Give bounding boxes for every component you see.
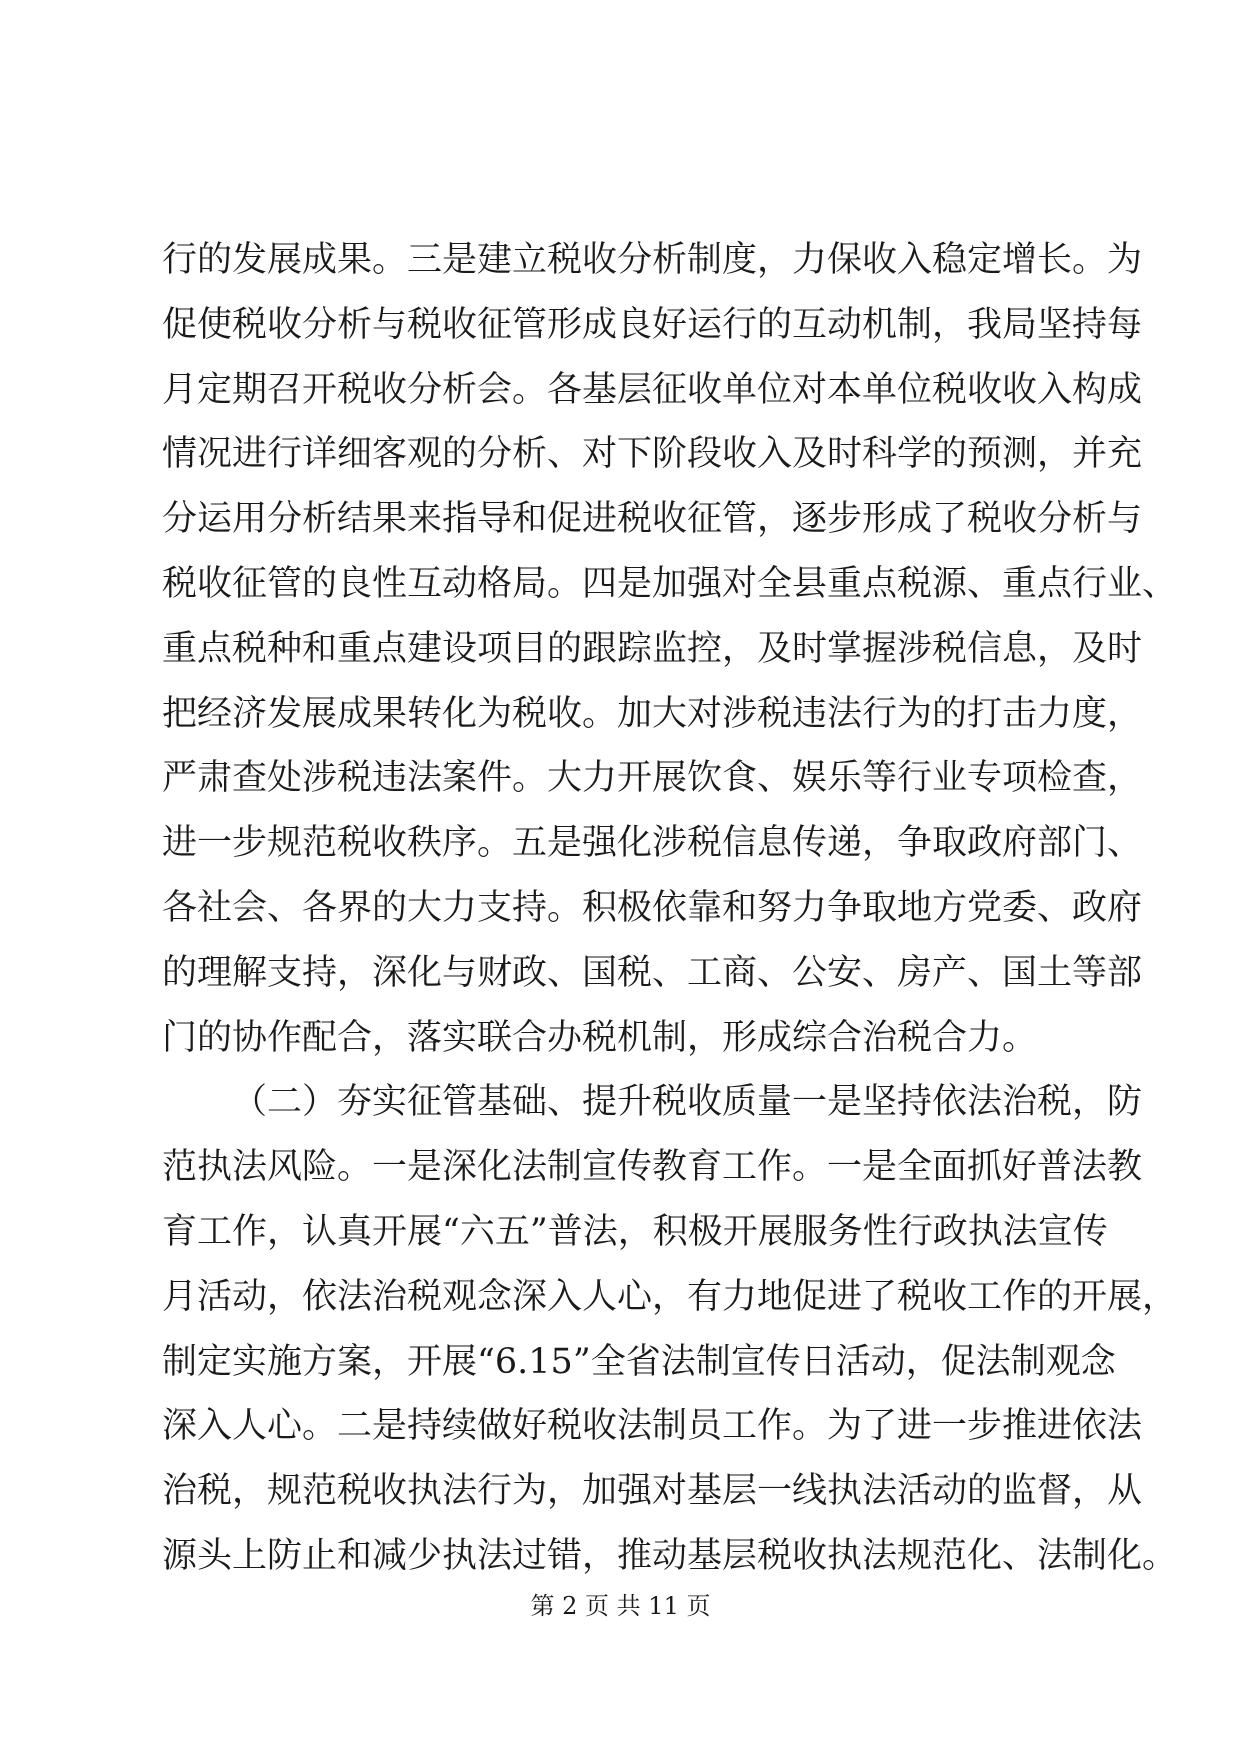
text-line: 治税，规范税收执法行为，加强对基层一线执法活动的监督，从 (162, 1471, 1143, 1512)
page-number-footer: 第 2 页 共 11 页 (530, 1592, 711, 1620)
text-line: 深入人心。二是持续做好税收法制员工作。为了进一步推进依法 (162, 1406, 1143, 1447)
text-line: 税收征管的良性互动格局。四是加强对全县重点税源、重点行业、 (162, 563, 1178, 604)
text-line: 范执法风险。一是深化法制宣传教育工作。一是全面抓好普法教 (162, 1147, 1143, 1188)
body-text (162, 228, 1178, 1589)
text-line: 重点税种和重点建设项目的跟踪监控，及时掌握涉税信息，及时 (162, 628, 1143, 669)
text-line: 分运用分析结果来指导和促进税收征管，逐步形成了税收分析与 (162, 499, 1143, 540)
text-line: 源头上防止和减少执法过错，推动基层税收执法规范化、法制化。 (162, 1535, 1178, 1576)
text-line: 月定期召开税收分析会。各基层征收单位对本单位税收收入构成 (162, 369, 1143, 410)
text-line: 育工作，认真开展“六五”普法，积极开展服务性行政执法宣传 (162, 1211, 1108, 1252)
text-line: 制定实施方案，开展“6.15”全省法制宣传日活动，促法制观念 (162, 1341, 1116, 1382)
text-line: 的理解支持，深化与财政、国税、工商、公安、房产、国土等部 (162, 952, 1143, 993)
section-heading-line: （二）夯实征管基础、提升税收质量一是坚持依法治税，防 (232, 1082, 1143, 1123)
text-line: 进一步规范税收秩序。五是强化涉税信息传递，争取政府部门、 (162, 823, 1143, 864)
paragraph-end-line: 门的协作配合，落实联合办税机制，形成综合治税合力。 (162, 1017, 1038, 1058)
text-line: 各社会、各界的大力支持。积极依靠和努力争取地方党委、政府 (162, 887, 1143, 928)
text-line: 严肃查处涉税违法案件。大力开展饮食、娱乐等行业专项检查， (162, 758, 1143, 799)
text-line: 把经济发展成果转化为税收。加大对涉税违法行为的打击力度， (162, 693, 1143, 734)
text-line: 情况进行详细客观的分析、对下阶段收入及时科学的预测，并充 (162, 434, 1143, 475)
text-line: 行的发展成果。三是建立税收分析制度，力保收入稳定增长。为 (162, 240, 1143, 280)
text-line: 促使税收分析与税收征管形成良好运行的互动机制，我局坚持每 (162, 304, 1143, 345)
text-line: 月活动，依法治税观念深入人心，有力地促进了税收工作的开展， (162, 1276, 1178, 1317)
